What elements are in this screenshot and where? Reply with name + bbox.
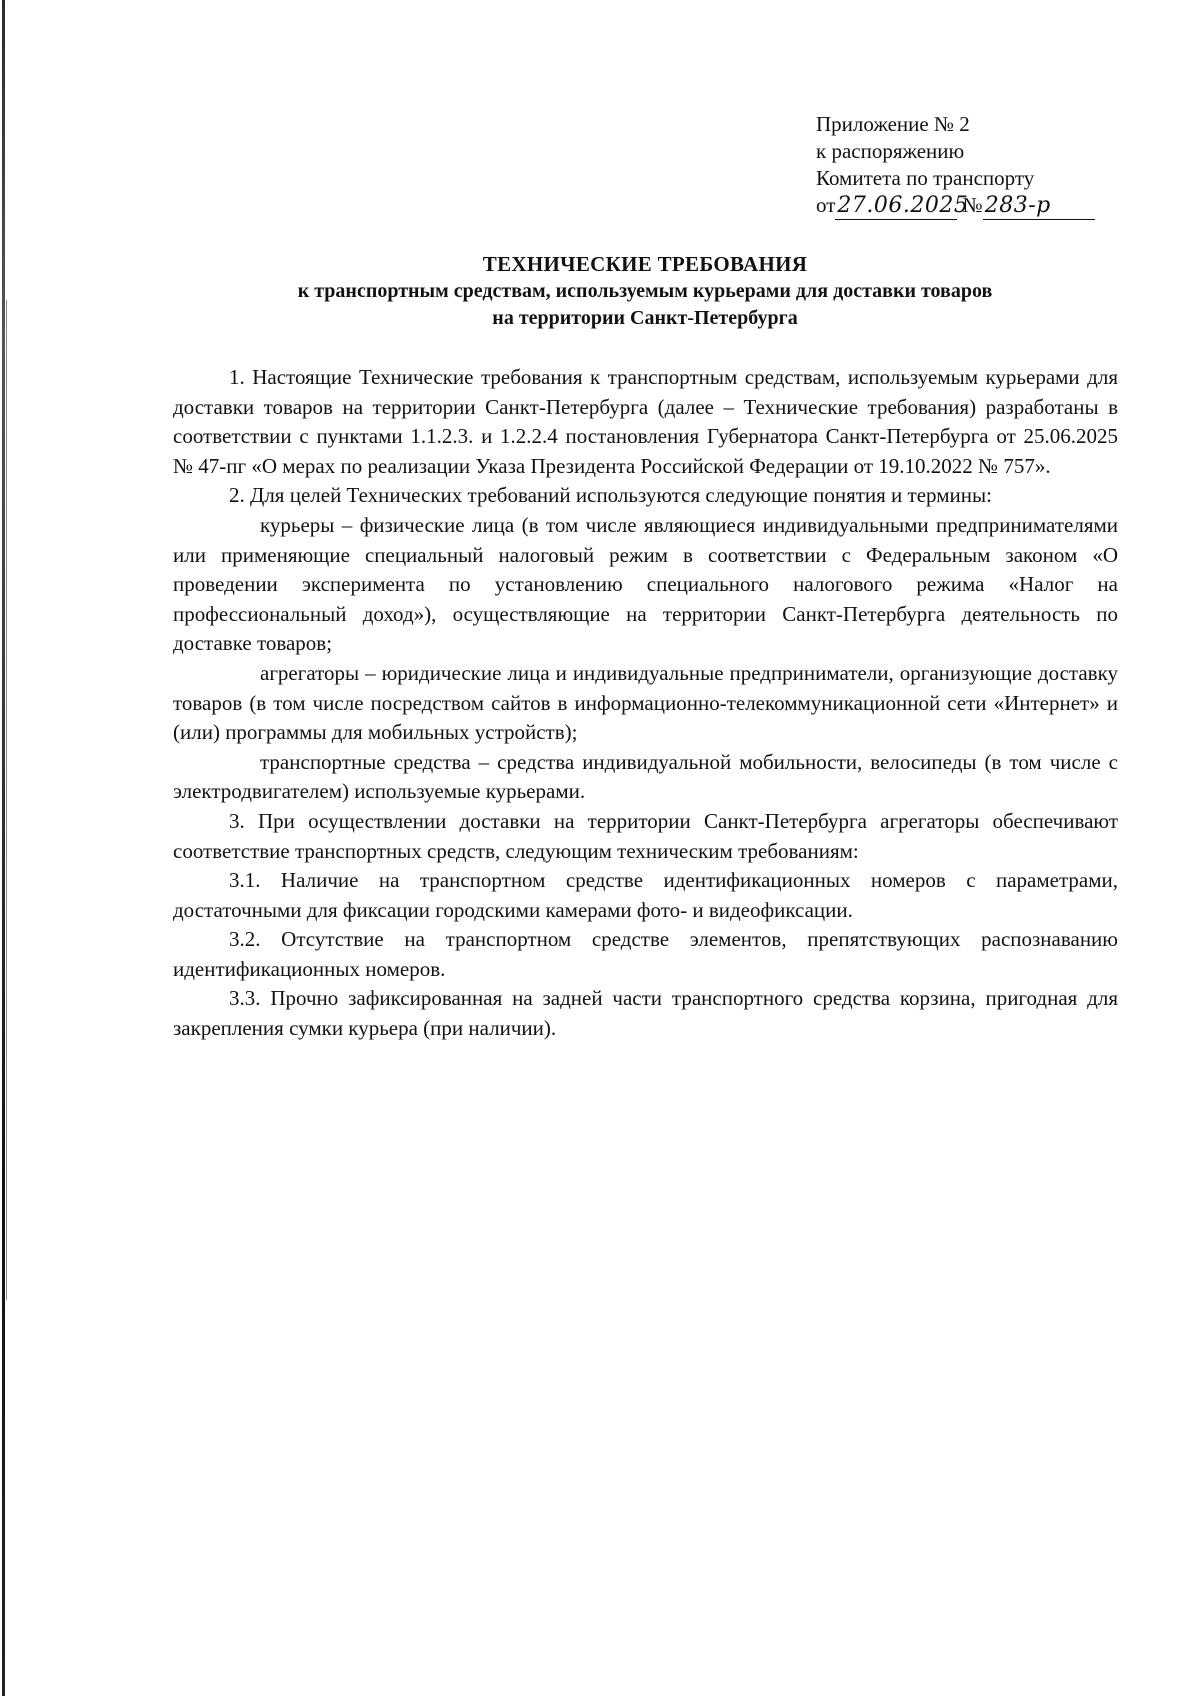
definition-couriers: курьеры – физические лица (в том числе являющиеся индивидуальными предпринимателями или применяющие специальный налоговый режим в соответствии с Федеральным законом «О проведении эксперимента по установлению специального налогового режима «Налог на профессиональный доход»), осуществляющие на территории Санкт-Петербурга деятельность по доставке товаров; xyxy=(173,512,1118,656)
handwritten-date: 27.06.2025 xyxy=(837,193,969,218)
number-prefix: № xyxy=(962,193,983,217)
definition-aggregators: агрегаторы – юридические лица и индивидуальные предприниматели, организующие доставку товаров (в том числе посредством сайтов в информационно-телекоммуникационной сети «Интернет» и (или) программы для мобильных устройств); xyxy=(173,660,1118,745)
paragraph-3-2: 3.2. Отсутствие на транспортном средстве элементов, препятствующих распознаванию идентификационных номеров. xyxy=(173,927,1118,981)
appendix-committee: Комитета по транспорту xyxy=(816,166,1035,190)
paragraph-3-3: 3.3. Прочно зафиксированная на задней части транспортного средства корзина, пригодная для закрепления сумки курьера (при наличии). xyxy=(173,986,1118,1041)
paragraph-2: 2. Для целей Технических требований используются следующие понятия и термины: xyxy=(229,483,992,508)
document-title: ТЕХНИЧЕСКИЕ ТРЕБОВАНИЯ xyxy=(482,252,808,276)
number-field xyxy=(983,192,1095,220)
definition-vehicles: транспортные средства – средства индивидуальной мобильности, велосипеды (в том числе с электродвигателем) используемые курьерами. xyxy=(173,749,1118,804)
paragraph-3: 3. При осуществлении доставки на территории Санкт-Петербурга агрегаторы обеспечивают соответствие транспортных средств, следующим техническим требованиям: xyxy=(173,808,1118,863)
appendix-date-number-line xyxy=(816,192,1146,220)
document-subtitle-line2: на территории Санкт-Петербурга xyxy=(492,307,798,329)
document-title-block xyxy=(170,250,1120,332)
appendix-number: Приложение № 2 xyxy=(816,112,970,136)
scan-edge-artifact-secondary xyxy=(6,300,7,1300)
document-subtitle-line1: к транспортным средствам, используемым курьерами для доставки товаров xyxy=(297,280,993,302)
date-field xyxy=(835,192,969,220)
appendix-header xyxy=(816,111,1146,220)
date-prefix: от xyxy=(816,193,836,217)
appendix-order-ref: к распоряжению xyxy=(816,139,965,163)
handwritten-number: 283-р xyxy=(984,193,1051,218)
paragraph-3-1: 3.1. Наличие на транспортном средстве идентификационных номеров с параметрами, достаточными для фиксации городскими камерами фото- и видеофиксации. xyxy=(173,868,1118,922)
paragraph-1: 1. Настоящие Технические требования к транспортным средствам, используемым курьерами для доставки товаров на территории Санкт-Петербурга (далее – Технические требования) разработаны в соответствии с пунктами 1.1.2.3. и 1.2.2.4 постановления Губернатора Санкт-Петербурга от 25.06.2025 № 47-пг «О мерах по реализации Указа Президента Российской Федерации от 19.10.2022 № 757». xyxy=(173,365,1118,478)
document-body xyxy=(173,363,1118,1044)
scan-edge-artifact xyxy=(2,0,5,1696)
